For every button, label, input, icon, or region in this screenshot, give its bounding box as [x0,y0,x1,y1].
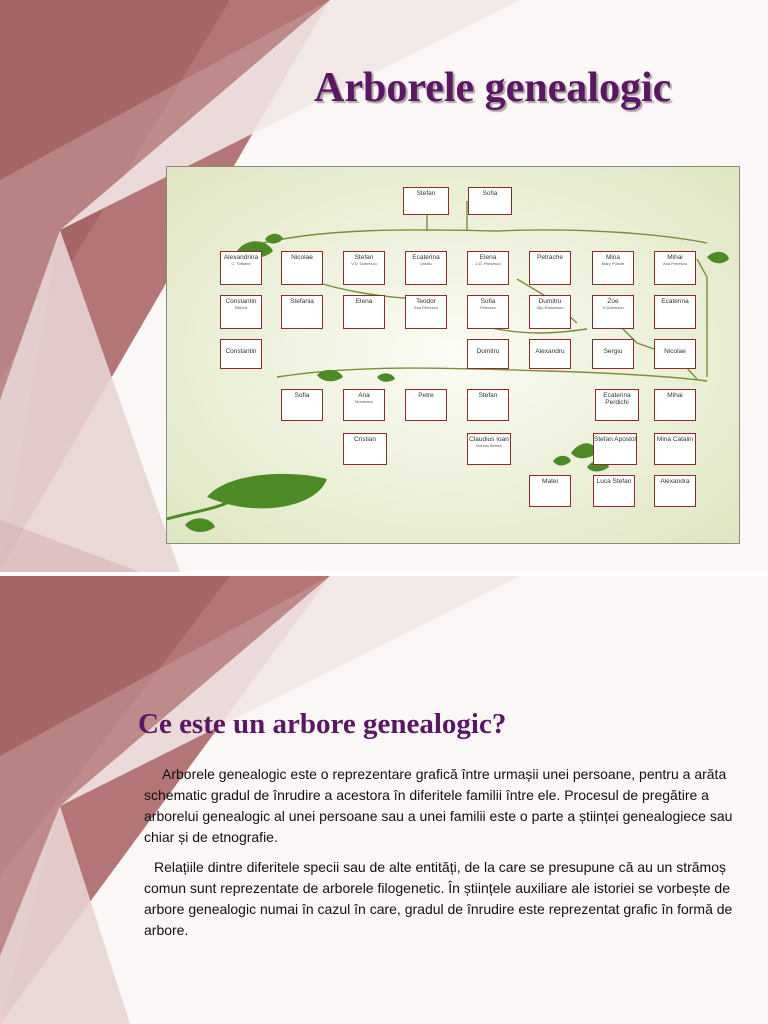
node-name: Stefan [416,190,436,197]
node-name: Alexandrina [223,254,259,261]
node-name: Sofia [480,298,496,305]
tree-node [467,295,509,329]
tree-node [654,475,696,507]
slide-title: Ce este un arbore genealogic? [138,708,507,740]
node-name: Ana [358,392,370,399]
node-name: Ecaterina [412,254,440,261]
tree-node [595,389,639,421]
tree-node [281,389,323,421]
node-detail: Ulju Radulescu [536,304,564,310]
tree-node [529,295,571,329]
tree-node [654,339,696,369]
tree-node [220,339,262,369]
tree-node [467,339,509,369]
tree-node [593,433,637,465]
node-name: Nicolae [664,348,686,355]
node-detail: Vasiliu [420,260,432,266]
tree-node [405,295,447,329]
node-name: Zoe [607,298,619,305]
tree-node [343,433,387,465]
node-name: Elena [355,298,373,305]
node-name: Stefan [478,392,498,399]
node-name: Nicolae [291,254,313,261]
tree-node [654,295,696,329]
node-name: Mihai [667,392,683,399]
tree-node [405,251,447,285]
tree-node [467,389,509,421]
node-name: Stefan Apostol [594,436,636,443]
tree-node [529,251,571,285]
tree-node [405,389,447,421]
tree-node [592,251,634,285]
node-detail: Bonoiu Benea [476,442,502,448]
family-tree-image [166,166,740,544]
node-name: Mihai [667,254,683,261]
node-detail: Mary Polsde [601,260,625,266]
tree-node [343,251,385,285]
tree-node [343,295,385,329]
tree-node [343,389,385,421]
tree-node [592,339,634,369]
tree-node [654,251,696,285]
node-name: Mina Catalin [656,436,694,443]
node-name: Ecaterina [661,298,689,305]
node-name: Alexandru [535,348,565,355]
tree-node [593,475,635,507]
node-detail: Ana Petrescu [662,260,687,266]
node-name: Dumitru [538,298,562,305]
node-name: Constantin [225,298,257,305]
node-name: Sofia [482,190,498,197]
tree-node [281,295,323,329]
tree-node [467,433,511,465]
node-name: Mina [605,254,621,261]
slide-2 [0,576,768,1024]
tree-node [220,251,262,285]
tree-node [220,295,262,329]
paragraph [144,857,756,941]
node-detail: Z.D. Parvescu [475,260,501,266]
paragraph [144,764,756,848]
tree-node [403,187,449,215]
tree-node [529,475,571,507]
node-name: Constantin [225,348,257,355]
tree-node [467,251,509,285]
node-name: Matei [542,478,558,485]
tree-node [592,295,634,329]
node-name: Stefania [290,298,314,305]
node-detail: Petrescu [480,304,496,310]
node-name: Sergiu [603,348,623,355]
node-name: Stefan [354,254,374,261]
node-detail: Ana Petrescu [413,304,438,310]
paragraph-text: Arborele genealogic este o reprezentare grafică între urmașii unei persoane, pentru a arăta schematic gradul de înrudire a acestora în diferitele familii între ele. Procesul de pregătire a arborelui genealogic al unei persoane sau a unei familii este o parte a științei genealogiece sau chiar și de etnografie. [144,766,733,845]
node-name: Ecaterina Perdichi [603,392,631,406]
node-name: Dumitru [476,348,500,355]
node-detail: C. Tofhane [231,260,251,266]
node-name: Luca Stefan [596,478,632,485]
node-name: Petrache [536,254,564,261]
node-name: Teodor [416,298,436,305]
tree-node [529,339,571,369]
node-name: Cristian [353,436,377,443]
paragraph-text: Relațiile dintre diferitele specii sau de alte entități, de la care se presupune că au un strămoș comun sunt reprezentate de arborele filogenetic. În științele auxiliare ale istoriei se vorbește de arbore genealogic numai în cazul în care, gradul de înrudire este reprezentat grafic în formă de arbore. [144,859,733,938]
node-detail: V.D. Dobrescu [351,260,377,266]
tree-node [654,433,696,465]
node-detail: H.Dobrescu [602,304,624,310]
node-name: Claudius Ioan [469,436,509,443]
node-name: Petre [418,392,434,399]
node-name: Elena [479,254,497,261]
tree-node [654,389,696,421]
node-detail: Modreanu [354,398,373,404]
node-detail: Elliford [234,304,248,310]
tree-node [468,187,512,215]
node-name: Sofia [294,392,310,399]
node-name: Alexandra [660,478,690,485]
tree-node [281,251,323,285]
slide-title: Arborele genealogic [314,65,672,111]
